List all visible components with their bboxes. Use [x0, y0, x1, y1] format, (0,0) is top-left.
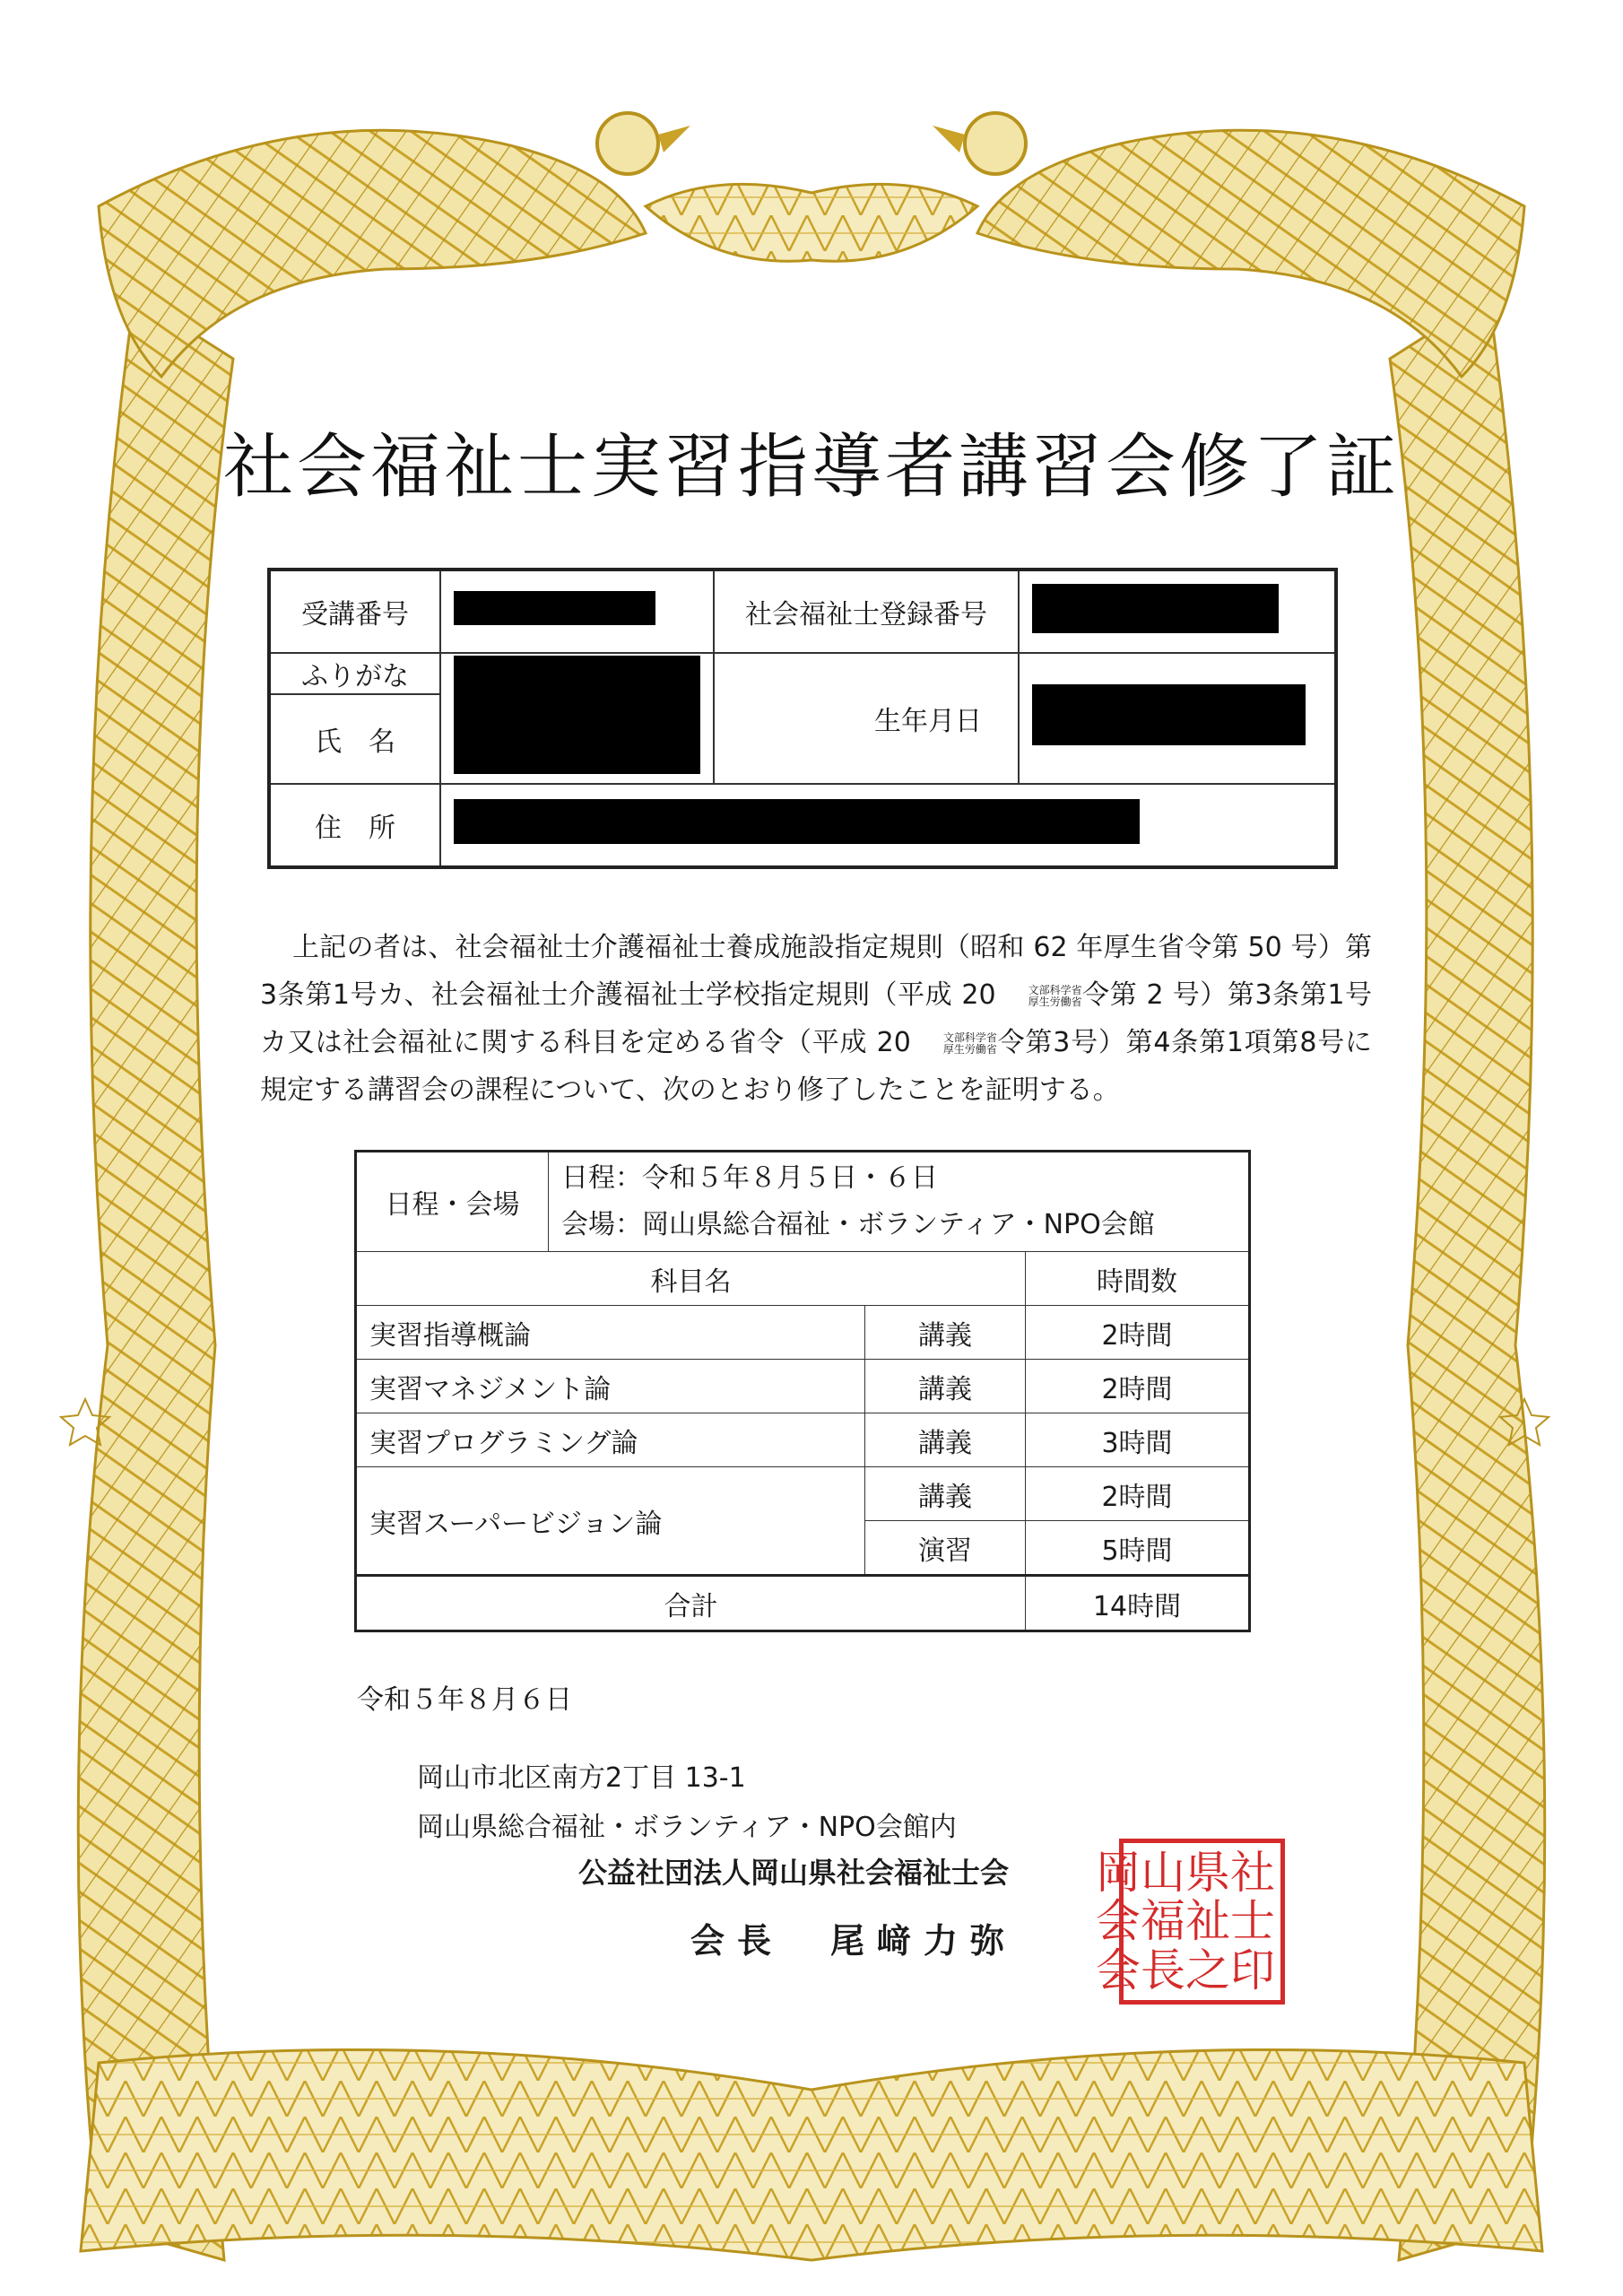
registration-number-value [1019, 570, 1336, 653]
subject-hours: 2時間 [1026, 1467, 1250, 1521]
subject-type: 演習 [865, 1521, 1026, 1576]
furigana-label: ふりがな [269, 653, 440, 694]
subject-type: 講義 [865, 1306, 1026, 1360]
table-row [356, 1467, 1250, 1521]
subject-name: 実習指導概論 [356, 1306, 865, 1360]
personal-info-table [267, 568, 1338, 869]
paragraph-part-c: 令第3号）第4条第1項第8号に規定する講習会の課程について、次のとおり修了したことを証明する。 [260, 1027, 1372, 1106]
redaction-bar [454, 656, 700, 774]
issuer-organization: 公益社団法人岡山県社会福祉士会 [578, 1856, 1010, 1890]
schedule-venue-label: 日程・会場 [356, 1152, 549, 1252]
issue-date: 令和５年８月６日 [357, 1684, 572, 1716]
table-row [356, 1306, 1250, 1360]
table-row [356, 1360, 1250, 1413]
registration-number-label: 社会福祉士登録番号 [714, 570, 1019, 653]
redaction-bar [454, 799, 1140, 844]
subject-header: 科目名 [356, 1252, 1026, 1306]
subject-name: 実習スーパービジョン論 [356, 1467, 865, 1576]
subject-name: 実習マネジメント論 [356, 1360, 865, 1413]
subject-hours: 2時間 [1026, 1360, 1250, 1413]
schedule-venue: 会場：岡山県総合福祉・ボランティア・NPO会館 [561, 1209, 1155, 1240]
schedule-date: 日程：令和５年８月５日・６日 [561, 1162, 938, 1194]
birthdate-value [1019, 653, 1336, 784]
subject-hours: 3時間 [1026, 1413, 1250, 1467]
redaction-bar [1032, 684, 1306, 745]
certification-paragraph [260, 924, 1372, 1114]
receipt-number-label: 受講番号 [269, 570, 440, 653]
paragraph-part-b: 令第 2 号）第3条第1号カ又は社会福祉に関する科目を定める省令（平成 20 [260, 979, 1372, 1058]
hours-header: 時間数 [1026, 1252, 1250, 1306]
redaction-bar [1032, 584, 1279, 633]
ministry-small-2: 文部科学省 厚生労働省 [942, 1031, 997, 1056]
subject-hours: 2時間 [1026, 1306, 1250, 1360]
subject-type: 講義 [865, 1467, 1026, 1521]
address-value [440, 784, 1336, 867]
subject-type: 講義 [865, 1360, 1026, 1413]
name-label: 氏 名 [269, 694, 440, 784]
course-schedule-table [354, 1150, 1251, 1632]
certification-text [260, 924, 1372, 1114]
redaction-bar [454, 591, 655, 625]
name-value [440, 653, 714, 784]
issuer-address-2: 岡山県総合福祉・ボランティア・NPO会館内 [417, 1812, 957, 1843]
address-label: 住 所 [269, 784, 440, 867]
certificate-title: 社会福祉士実習指導者講習会修了証 [222, 427, 1400, 508]
table-row [356, 1413, 1250, 1467]
total-label: 合計 [356, 1576, 1026, 1631]
schedule-venue-value [549, 1152, 1250, 1252]
issuer-president: 会長 尾﨑力弥 [690, 1921, 1018, 1961]
subject-type: 講義 [865, 1413, 1026, 1467]
paragraph-part-a: 上記の者は、社会福祉士介護福祉士養成施設指定規則（昭和 62 年厚生省令第 50 号）第3条第1号カ、社会福祉士介護福祉士学校指定規則（平成 20 [260, 932, 1372, 1011]
issuer-address-1: 岡山市北区南方2丁目 13-1 [417, 1762, 746, 1794]
official-seal: 社 士 印 県 祉 之 山 福 長 岡 会 会 [1119, 1839, 1285, 2005]
receipt-number-value [440, 570, 714, 653]
total-hours: 14時間 [1026, 1576, 1250, 1631]
birthdate-label: 生年月日 [714, 653, 1019, 784]
ministry-small-1: 文部科学省 厚生労働省 [1028, 983, 1082, 1008]
subject-hours: 5時間 [1026, 1521, 1250, 1576]
subject-name: 実習プログラミング論 [356, 1413, 865, 1467]
